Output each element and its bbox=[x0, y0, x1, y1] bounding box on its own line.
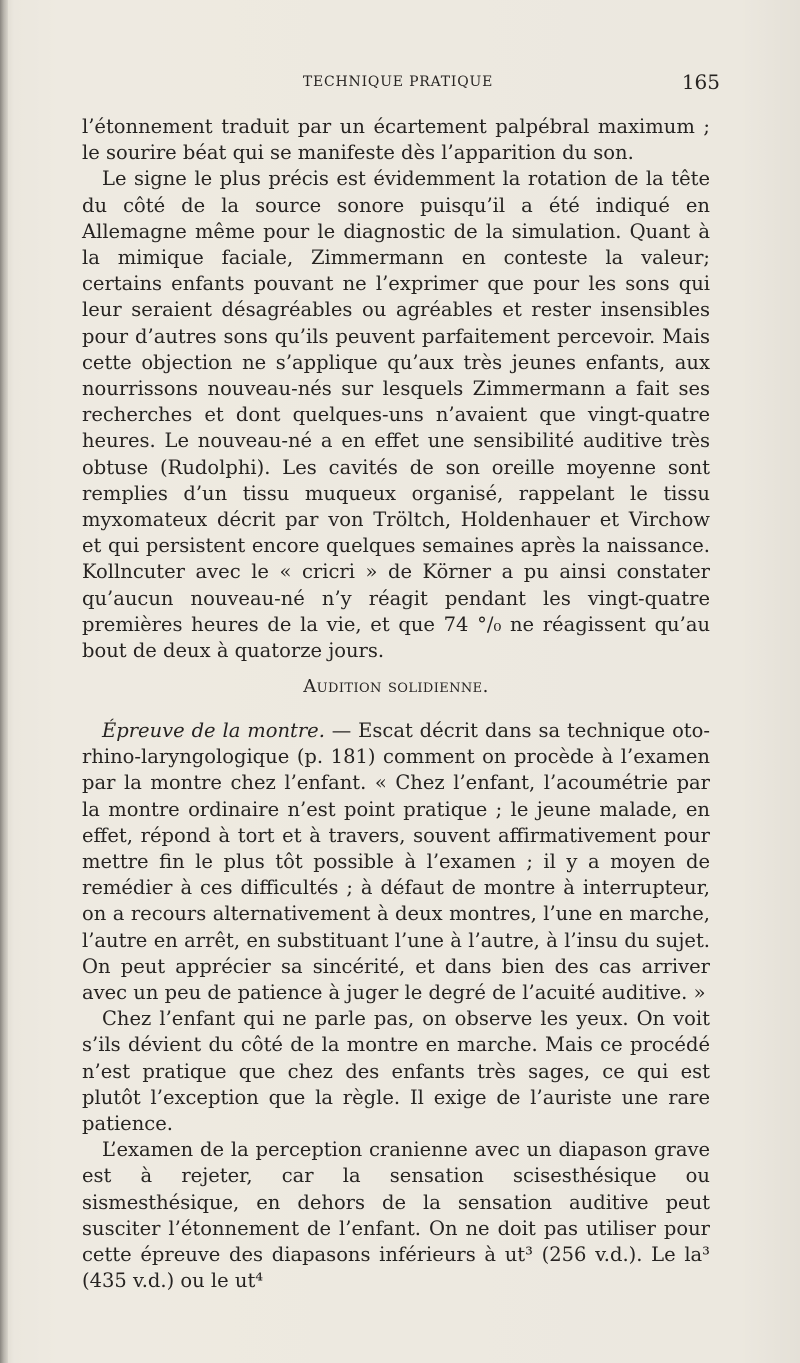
body-text-top bbox=[82, 114, 710, 664]
paragraph-continuation: l’étonnement traduit par un écartement palpébral maximum ; le sourire béat qui se manifeste dès l’apparition du son. bbox=[82, 115, 710, 165]
book-spine-shadow bbox=[0, 0, 8, 1363]
section-heading: Audition solidienne. bbox=[303, 676, 489, 697]
paragraph-cranial-perception: L’examen de la perception cranienne avec un diapason grave est à rejeter, car la sensation scisesthésique ou sismesthésique, en dehors de la sensation auditive peut susciter l’étonnement de l’enfant. On ne doit pas utiliser pour cette épreuve des diapasons inférieurs à ut³ (256 v.d.). Le la³ (435 v.d.) ou le ut⁴ bbox=[82, 1138, 710, 1293]
paragraph-child-eyes: Chez l’enfant qui ne parle pas, on observe les yeux. On voit s’ils dévient du côté de la montre en marche. Mais ce procédé n’est pratique que chez des enfants très sages, ce qui est plutôt l’exception que la règle. Il exige de l’auriste une rare patience. bbox=[82, 1007, 710, 1136]
running-title: TECHNIQUE PRATIQUE bbox=[302, 74, 494, 90]
body-text-bottom bbox=[82, 718, 710, 1294]
page-number: 165 bbox=[681, 70, 720, 94]
paragraph-rotation-signal: Le signe le plus précis est évidemment la rotation de la tête du côté de la source sonore puisqu’il a été indiqué en Allemagne même pour le diagnostic de la simulation. Quant à la mimique faciale, Zimmermann en conteste la valeur; certains enfants pouvant ne l’exprimer que pour les sons qui leur seraient désagréables ou agréables et rester insensibles pour d’autres sons qu’ils peuvent parfaitement percevoir. Mais cette objection ne s’applique qu’aux très jeunes enfants, aux nourrissons nouveau-nés sur lesquels Zimmermann a fait ses recherches et dont quelques-uns n’avaient que vingt-quatre heures. Le nouveau-né a en effet une sensibilité auditive très obtuse (Rudolphi). Les cavités de son oreille moyenne sont remplies d’un tissu muqueux organisé, rappelant le tissu myxomateux décrit par von Tröltch, Holdenhauer et Virchow et qui persistent encore quelques semaines après la naissance. Kollncuter avec le « cricri » de Körner a pu ainsi constater qu’aucun nouveau-né n’y réagit pendant les vingt-quatre premières heures de la vie, et que 74 °/₀ ne réagissent qu’au bout de deux à quatorze jours. bbox=[82, 167, 710, 663]
running-head bbox=[82, 70, 720, 96]
paragraph-lead-italic: Épreuve de la montre. bbox=[102, 719, 325, 742]
paragraph-watch-test-body: — Escat décrit dans sa technique oto-rhino-laryngologique (p. 181) comment on procède à l’examen par la montre chez l’enfant. « Chez l’enfant, l’acoumétrie par la montre ordinaire n’est point pratique ; le jeune malade, en effet, répond à tort et à travers, souvent affirmativement pour mettre fin le plus tôt possible à l’examen ; il y a moyen de remédier à ces difficultés ; à défaut de montre à interrupteur, on a recours alternativement à deux montres, l’une en marche, l’autre en arrêt, en substituant l’une à l’autre, à l’insu du sujet. On peut apprécier sa sincérité, et dans bien des cas arriver avec un peu de patience à juger le degré de l’acuité auditive. » bbox=[82, 719, 710, 1005]
paragraph-watch-test bbox=[82, 718, 710, 1006]
